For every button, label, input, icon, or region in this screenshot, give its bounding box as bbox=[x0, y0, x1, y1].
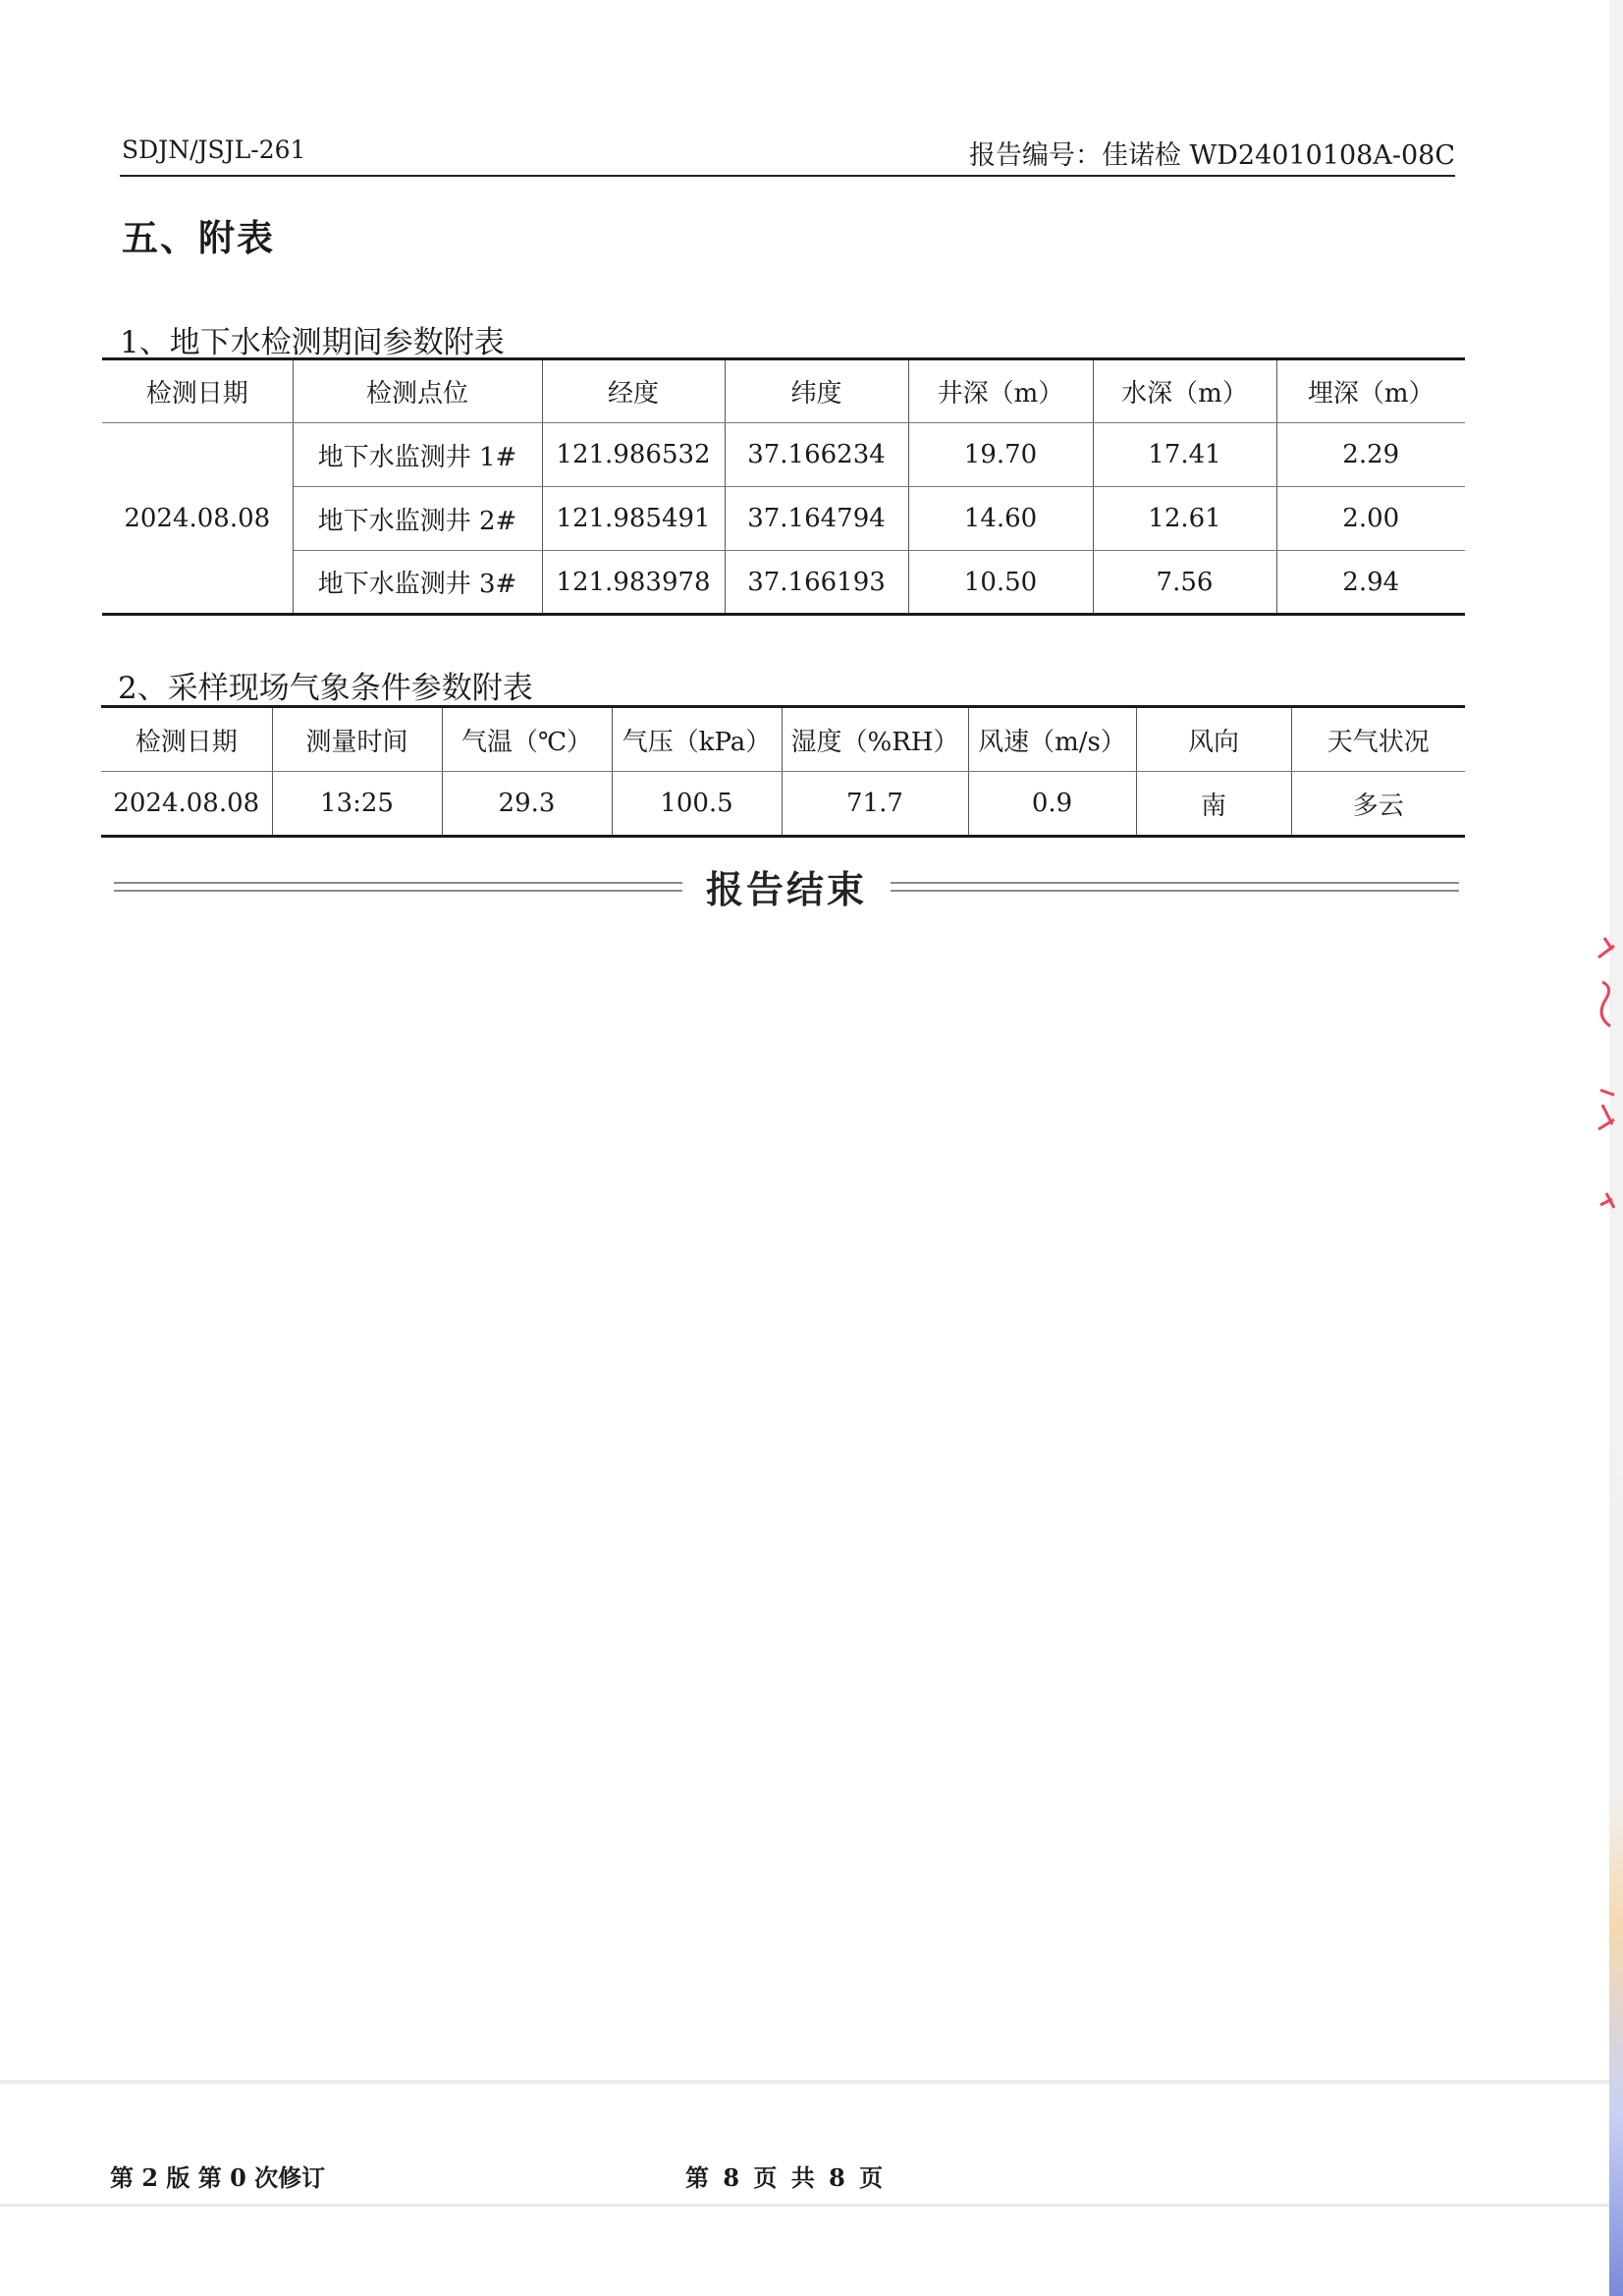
table-cell: 地下水监测井 2# bbox=[293, 487, 542, 551]
end-divider-left bbox=[114, 882, 682, 892]
table-cell: 37.166234 bbox=[725, 423, 908, 487]
header-cell: 湿度（%RH） bbox=[782, 707, 968, 772]
seal-stamp-icon bbox=[1593, 928, 1618, 1213]
table2-caption: 2、采样现场气象条件参数附表 bbox=[118, 671, 533, 706]
header-cell: 测量时间 bbox=[272, 707, 442, 772]
table-cell: 2.94 bbox=[1276, 551, 1465, 615]
table-cell: 121.986532 bbox=[542, 423, 725, 487]
table-cell: 南 bbox=[1136, 772, 1291, 837]
table-row bbox=[101, 772, 1465, 837]
header-cell: 井深（m） bbox=[908, 359, 1093, 423]
table-cell: 10.50 bbox=[908, 551, 1093, 615]
table-cell: 2.29 bbox=[1276, 423, 1465, 487]
header-cell: 天气状况 bbox=[1291, 707, 1465, 772]
header-cell: 埋深（m） bbox=[1276, 359, 1465, 423]
table-cell: 37.166193 bbox=[725, 551, 908, 615]
table-cell: 13:25 bbox=[272, 772, 442, 837]
footer-bottom-rule bbox=[0, 2204, 1610, 2207]
table-cell: 37.164794 bbox=[725, 487, 908, 551]
table-cell: 2024.08.08 bbox=[101, 772, 272, 837]
header-cell: 经度 bbox=[542, 359, 725, 423]
report-end-marker bbox=[114, 859, 1459, 913]
header-cell: 风向 bbox=[1136, 707, 1291, 772]
header-cell: 纬度 bbox=[725, 359, 908, 423]
table-header-row bbox=[102, 359, 1465, 423]
header-cell: 水深（m） bbox=[1093, 359, 1276, 423]
header-cell: 检测日期 bbox=[101, 707, 272, 772]
table-cell: 14.60 bbox=[908, 487, 1093, 551]
table-cell: 121.985491 bbox=[542, 487, 725, 551]
table-cell: 7.56 bbox=[1093, 551, 1276, 615]
table-cell: 2.00 bbox=[1276, 487, 1465, 551]
footer-divider bbox=[0, 2080, 1610, 2084]
table-cell: 19.70 bbox=[908, 423, 1093, 487]
table-cell: 12.61 bbox=[1093, 487, 1276, 551]
table-row bbox=[102, 551, 1465, 615]
table-cell: 100.5 bbox=[612, 772, 782, 837]
end-divider-right bbox=[891, 882, 1459, 892]
table-cell: 71.7 bbox=[782, 772, 968, 837]
table-row bbox=[102, 423, 1465, 487]
table1-caption: 1、地下水检测期间参数附表 bbox=[120, 325, 505, 360]
edition-info: 第 2 版 第 0 次修订 bbox=[110, 2163, 326, 2192]
table-cell: 地下水监测井 1# bbox=[293, 423, 542, 487]
report-number: 报告编号：佳诺检 WD24010108A-08C bbox=[968, 140, 1455, 171]
section-title: 五、附表 bbox=[122, 216, 275, 259]
table-header-row bbox=[101, 707, 1465, 772]
groundwater-parameters-table bbox=[102, 357, 1465, 616]
page-number: 第 8 页 共 8 页 bbox=[685, 2163, 884, 2192]
header-cell: 气温（℃） bbox=[442, 707, 612, 772]
weather-conditions-table bbox=[101, 705, 1465, 838]
table-cell: 0.9 bbox=[968, 772, 1136, 837]
table-cell: 29.3 bbox=[442, 772, 612, 837]
header-cell: 气压（kPa） bbox=[612, 707, 782, 772]
table-cell: 17.41 bbox=[1093, 423, 1276, 487]
table-cell: 121.983978 bbox=[542, 551, 725, 615]
table-cell: 地下水监测井 3# bbox=[293, 551, 542, 615]
header-divider bbox=[120, 175, 1455, 177]
table-cell: 多云 bbox=[1291, 772, 1465, 837]
document-code: SDJN/JSJL-261 bbox=[122, 136, 306, 164]
table-row bbox=[102, 487, 1465, 551]
header-cell: 检测点位 bbox=[293, 359, 542, 423]
date-cell: 2024.08.08 bbox=[102, 423, 293, 615]
report-end-text: 报告结束 bbox=[706, 868, 868, 911]
header-cell: 检测日期 bbox=[102, 359, 293, 423]
header-cell: 风速（m/s） bbox=[968, 707, 1136, 772]
